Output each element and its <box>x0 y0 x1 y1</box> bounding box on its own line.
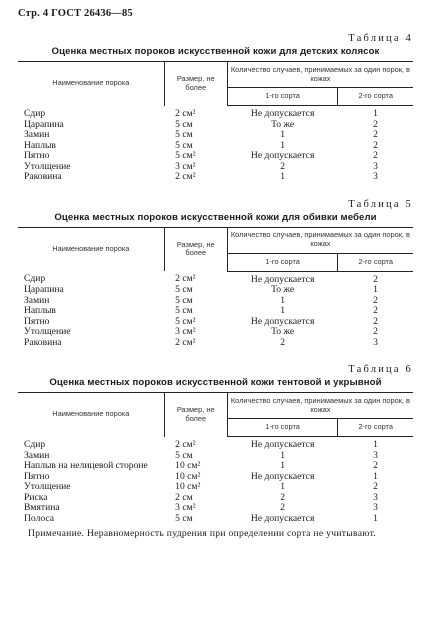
table-row <box>18 317 413 328</box>
cell-size: 5 см <box>175 118 193 130</box>
cell-grade-2: 3 <box>373 336 378 348</box>
cell-size: 2 см² <box>175 438 196 450</box>
cell-size: 10 см² <box>175 470 201 482</box>
cell-defect-name: Сдир <box>24 438 46 450</box>
cell-size: 5 см <box>175 305 193 316</box>
cell-size: 5 см <box>175 129 193 140</box>
table-6-title: Оценка местных пороков искусственной кожи тентовой и укрывной <box>49 377 382 388</box>
cell-size: 2 см² <box>175 336 196 348</box>
cell-size: 10 см² <box>175 481 201 492</box>
table-row <box>18 306 413 317</box>
cell-defect-name: Утолщение <box>24 481 71 492</box>
cell-defect-name: Риска <box>24 491 48 503</box>
cell-grade-1: 1 <box>280 171 286 182</box>
table-row <box>18 151 413 162</box>
cell-grade-2: 3 <box>373 491 378 503</box>
cell-grade-2: 2 <box>373 460 378 471</box>
cell-grade-1: 1 <box>280 129 286 140</box>
cell-grade-1: Не допускается <box>250 512 315 524</box>
cell-size: 5 см <box>175 139 193 151</box>
table-row <box>18 482 413 493</box>
cell-grade-2: 1 <box>373 284 378 295</box>
cell-grade-1: Не допускается <box>250 439 315 450</box>
cell-defect-name: Царапина <box>24 118 64 130</box>
cell-grade-1: 2 <box>280 491 286 503</box>
cell-defect-name: Замин <box>24 129 50 140</box>
table-6 <box>18 392 413 524</box>
table-4-label: Таблица 4 <box>348 33 413 44</box>
header-defect-name: Наименование порока <box>18 62 164 106</box>
cell-grade-2: 2 <box>373 129 378 140</box>
header-grade-2: 2-го сорта <box>338 419 413 437</box>
cell-grade-1: 1 <box>280 294 286 306</box>
cell-grade-1: Не допускается <box>250 150 315 161</box>
table-row <box>18 461 413 472</box>
cell-defect-name: Наплыв <box>24 139 56 151</box>
cell-defect-name: Вмятина <box>24 502 60 513</box>
cell-defect-name: Пятно <box>24 470 50 482</box>
table-row <box>18 106 413 120</box>
table-4 <box>18 61 413 183</box>
cell-grade-1: 1 <box>280 139 286 151</box>
cell-size: 5 см² <box>175 150 196 161</box>
cell-size: 3 см² <box>175 502 196 513</box>
cell-defect-name: Раковина <box>24 336 62 348</box>
page-header: Стр. 4 ГОСТ 26436—85 <box>18 8 133 19</box>
cell-grade-1: Не допускается <box>250 470 315 482</box>
cell-grade-1: Не допускается <box>250 108 315 119</box>
table-5 <box>18 227 413 349</box>
table-row <box>18 514 413 525</box>
cell-size: 3 см² <box>175 160 196 172</box>
cell-size: 2 см <box>175 491 193 503</box>
cell-grade-1: То же <box>271 284 295 295</box>
header-cases: Количество случаев, принимаемых за один порок, в кожах <box>227 227 413 253</box>
cell-grade-2: 2 <box>373 273 378 285</box>
cell-grade-1: Не допускается <box>250 273 315 285</box>
cell-grade-1: 2 <box>280 502 286 513</box>
header-grade-1: 1-го сорта <box>227 88 338 106</box>
cell-size: 5 см² <box>175 315 196 327</box>
header-cases: Количество случаев, принимаемых за один порок, в кожах <box>227 62 413 88</box>
table-row <box>18 130 413 141</box>
table-row <box>18 285 413 296</box>
table-row <box>18 296 413 307</box>
cell-grade-1: 2 <box>280 160 286 172</box>
cell-defect-name: Сдир <box>24 273 46 284</box>
table-row <box>18 172 413 183</box>
cell-size: 5 см <box>175 284 193 295</box>
cell-grade-1: 1 <box>280 460 286 471</box>
header-grade-2: 2-го сорта <box>338 253 413 271</box>
cell-grade-2: 2 <box>373 294 378 306</box>
cell-defect-name: Полоса <box>24 512 55 524</box>
header-defect-name: Наименование порока <box>18 227 164 271</box>
cell-grade-1: 1 <box>280 449 286 461</box>
table-4-title: Оценка местных пороков искусственной кожи для детских колясок <box>51 46 380 57</box>
cell-grade-2: 3 <box>373 502 378 513</box>
header-grade-1: 1-го сорта <box>227 419 338 437</box>
cell-grade-2: 3 <box>373 449 378 461</box>
header-grade-1: 1-го сорта <box>227 253 338 271</box>
table-5-title: Оценка местных пороков искусственной кожи для обивки мебели <box>54 211 377 223</box>
cell-defect-name: Раковина <box>24 171 62 182</box>
cell-grade-2: 1 <box>373 470 378 482</box>
table-row <box>18 472 413 483</box>
table-row <box>18 271 413 285</box>
cell-grade-1: То же <box>271 326 295 337</box>
table-6-label: Таблица 6 <box>348 364 413 375</box>
cell-grade-2: 2 <box>373 481 378 492</box>
header-cases: Количество случаев, принимаемых за один порок, в кожах <box>227 393 413 419</box>
cell-defect-name: Сдир <box>24 107 46 119</box>
table-row <box>18 493 413 504</box>
cell-grade-1: 2 <box>280 336 286 348</box>
header-size: Размер, не более <box>164 62 227 106</box>
cell-defect-name: Замин <box>24 449 50 461</box>
cell-size: 2 см² <box>175 273 196 284</box>
cell-grade-2: 3 <box>373 171 378 182</box>
header-defect-name: Наименование порока <box>18 393 164 437</box>
cell-grade-2: 1 <box>373 108 378 119</box>
cell-defect-name: Утолщение <box>24 326 71 337</box>
table-row <box>18 338 413 349</box>
cell-grade-2: 2 <box>373 150 378 161</box>
cell-grade-2: 2 <box>373 118 378 130</box>
table-row <box>18 503 413 514</box>
header-size: Размер, не более <box>164 393 227 437</box>
cell-size: 10 см² <box>175 460 201 471</box>
cell-grade-2: 2 <box>373 315 378 327</box>
cell-defect-name: Царапина <box>24 284 64 295</box>
cell-grade-1: 1 <box>280 481 286 492</box>
table-note: Примечание. Неравномерность пудрения при определении сорта не учитывают. <box>28 528 377 539</box>
cell-grade-2: 2 <box>373 139 378 151</box>
header-grade-2: 2-го сорта <box>338 88 413 106</box>
table-row <box>18 141 413 152</box>
table-row <box>18 120 413 131</box>
cell-defect-name: Пятно <box>24 150 50 161</box>
cell-defect-name: Наплыв на нелицевой стороне <box>24 460 148 471</box>
cell-defect-name: Замин <box>24 294 50 306</box>
cell-size: 2 см² <box>175 107 196 119</box>
cell-grade-2: 1 <box>373 512 378 524</box>
cell-size: 5 см <box>175 294 193 306</box>
cell-grade-1: То же <box>271 118 295 130</box>
cell-size: 5 см <box>175 512 193 524</box>
cell-size: 5 см <box>175 449 193 461</box>
cell-defect-name: Наплыв <box>24 305 56 316</box>
cell-grade-2: 2 <box>373 305 378 316</box>
cell-grade-2: 2 <box>373 326 378 337</box>
cell-grade-1: Не допускается <box>250 315 315 327</box>
cell-size: 3 см² <box>175 326 196 337</box>
table-row <box>18 327 413 338</box>
cell-defect-name: Утолщение <box>24 160 71 172</box>
cell-grade-2: 3 <box>373 160 378 172</box>
cell-grade-1: 1 <box>280 305 286 316</box>
header-size: Размер, не более <box>164 227 227 271</box>
cell-defect-name: Пятно <box>24 315 50 327</box>
table-5-label: Таблица 5 <box>348 198 413 210</box>
table-row <box>18 162 413 173</box>
cell-size: 2 см² <box>175 171 196 182</box>
cell-grade-2: 1 <box>373 439 378 450</box>
table-row <box>18 437 413 451</box>
